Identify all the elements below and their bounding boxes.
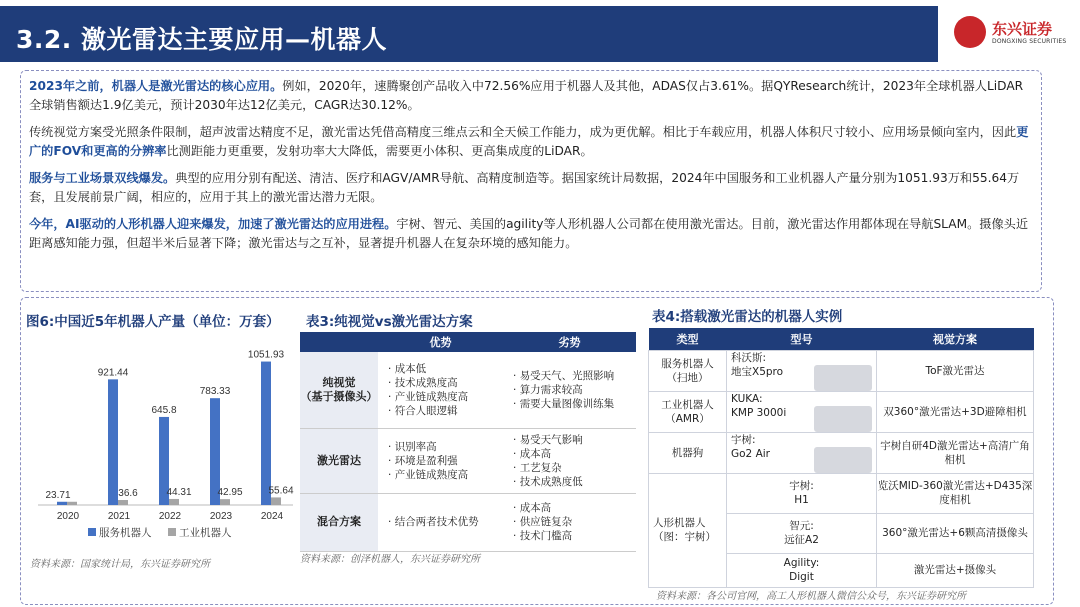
data-label-industrial-2024: 55.64: [268, 485, 294, 497]
bar-industrial-2024: [271, 497, 281, 505]
logo-text-en: DONGXING SECURITIES: [992, 38, 1067, 45]
bar-service-2020: [57, 502, 67, 505]
table3-con-item: · 需要大量图像训练集: [513, 397, 615, 410]
table4-model: 宇树: H1: [727, 473, 877, 513]
table3-con-text: 工艺复杂: [519, 461, 562, 474]
bar-service-2024: [261, 362, 271, 505]
table3-pro-text: 符合人眼逻辑: [394, 404, 458, 417]
data-label-service-2023: 783.33: [199, 386, 231, 398]
robot-photo: [814, 447, 872, 473]
legend-swatch-industrial: [168, 528, 176, 536]
table3-row-name: 纯视觉 （基于摄像头）: [300, 352, 378, 428]
table3-con-text: 成本高: [519, 447, 552, 460]
table3-con-text: 需要大量图像训练集: [519, 397, 615, 410]
data-label-service-2021: 921.44: [97, 367, 129, 379]
table4-row: [649, 350, 1034, 391]
table4-type-humanoid: 人形机器人 （图：宇树）: [649, 473, 727, 587]
x-tick-2020: 2020: [56, 511, 80, 522]
table4-row: [649, 473, 1034, 513]
table4-title: 表4:搭载激光雷达的机器人实例: [652, 309, 843, 325]
title-bar: [0, 6, 938, 62]
table4-row: [649, 432, 1034, 473]
fig6-chart: [26, 333, 294, 553]
paragraph-1-lead: 2023年之前，机器人是激光雷达的核心应用。: [29, 79, 283, 93]
table3-pro-text: 成本低: [394, 362, 427, 375]
table4-scheme: 览沃MID-360激光雷达+D435深度相机: [877, 473, 1034, 513]
robot-photo: [814, 406, 872, 432]
table4-scheme: 双360°激光雷达+3D避障相机: [877, 391, 1034, 432]
table3-con-item: · 技术成熟度低: [513, 475, 583, 488]
table3-pro-text: 产业链成熟度高: [394, 468, 469, 481]
table3-con-text: 易受天气、光照影响: [519, 369, 615, 382]
paragraph-1: [29, 77, 1033, 115]
table3-cons: [503, 493, 636, 551]
table4-row: [649, 391, 1034, 432]
fig6-title: 图6:中国近5年机器人产量（单位：万套）: [26, 314, 280, 330]
table3-pro-item: · 产业链成熟度高: [388, 390, 469, 403]
table3-row-name: 混合方案: [300, 493, 378, 551]
table3-header-cell: 优势: [378, 332, 503, 352]
table3-con-text: 技术门槛高: [519, 530, 573, 542]
x-tick-2021: 2021: [107, 511, 131, 522]
x-tick-2023: 2023: [209, 511, 233, 522]
table3: [300, 332, 636, 552]
table3-con-text: 技术成熟度低: [519, 475, 583, 488]
data-label-service-2024: 1051.93: [247, 349, 285, 361]
table3-pros: [378, 352, 503, 428]
table3-header-row: [300, 332, 636, 352]
table4-scheme: 激光雷达+摄像头: [877, 553, 1034, 587]
table4-model: [727, 432, 877, 473]
table3-con-text: 算力需求较高: [519, 383, 583, 396]
table3-con-text: 易受天气影响: [519, 433, 583, 446]
data-label-industrial-2022: 44.31: [166, 486, 192, 498]
table3-header-cell: [300, 332, 378, 352]
paragraph-2: [29, 123, 1033, 161]
table3-con-item: · 成本高: [513, 447, 552, 460]
table4-scheme: 360°激光雷达+6颗高清摄像头: [877, 513, 1034, 553]
table4-model: [727, 391, 877, 432]
data-label-industrial-2023: 42.95: [217, 487, 243, 499]
legend-label-industrial: 工业机器人: [179, 527, 232, 539]
table4-model: Agility: Digit: [727, 553, 877, 587]
table3-pro-item: · 成本低: [388, 362, 427, 375]
data-label-service-2022: 645.8: [151, 404, 177, 416]
table3-title: 表3:纯视觉vs激光雷达方案: [306, 314, 473, 330]
table3-con-item: · 算力需求较高: [513, 383, 583, 396]
table3-pro-item: · 环境是盈利强: [388, 454, 458, 467]
bar-industrial-2023: [220, 499, 230, 505]
table3-pro-item: · 符合人眼逻辑: [388, 404, 458, 417]
table3-source: 资料来源：创泽机器人，东兴证券研究所: [300, 554, 480, 565]
table3-con-item: · 技术门槛高: [513, 530, 573, 542]
table3-row: [300, 428, 636, 493]
fig6-source: 资料来源：国家统计局，东兴证券研究所: [30, 559, 210, 570]
table4-header-cell: 型号: [727, 328, 877, 350]
data-label-industrial-2021: 36.6: [118, 488, 138, 500]
x-tick-2022: 2022: [158, 511, 182, 522]
table3-pros: [378, 428, 503, 493]
robot-photo: [814, 365, 872, 391]
table4-header-cell: 视觉方案: [877, 328, 1034, 350]
table3-con-text: 成本高: [519, 502, 552, 514]
logo-icon: [954, 16, 986, 48]
legend-label-service: 服务机器人: [99, 527, 152, 539]
table3-con-item: · 成本高: [513, 502, 552, 514]
paragraph-1-body: 例如，2020年，速腾聚创产品收入中72.56%应用于机器人及其他，ADAS仅占3.61%。据QYResearch统计，2023年全球机器人LiDAR全球销售额达1.9亿美元，预计2030年达12亿美元，CAGR达30.12%。: [29, 79, 1024, 112]
table4: [648, 328, 1034, 588]
table4-model-text: 宇树: Go2 Air: [731, 433, 770, 460]
table3-con-item: · 易受天气影响: [513, 433, 583, 446]
table3-pro-text: 产业链成熟度高: [394, 390, 469, 403]
table4-scheme: ToF激光雷达: [877, 350, 1034, 391]
table4-source: 资料来源：各公司官网，高工人形机器人微信公众号，东兴证券研究所: [656, 591, 966, 602]
table4-model: [727, 350, 877, 391]
paragraph-2-pre: 传统视觉方案受光照条件限制，超声波雷达精度不足，激光雷达凭借高精度三维点云和全天候工作能力，成为更优解。相比于车载应用，机器人体积尺寸较小、应用场景倾向室内，因此: [29, 125, 1017, 139]
table3-header-cell: 劣势: [503, 332, 636, 352]
paragraph-3-body: 典型的应用分别有配送、清洁、医疗和AGV/AMR导航、高精度制造等。据国家统计局数据，2024年中国服务和工业机器人产量分别为1051.93万和55.64万套，且发展前景广阔，相应的，应用于其上的激光雷达潜力无限。: [29, 171, 1020, 204]
paragraph-3-lead: 服务与工业场景双线爆发。: [29, 171, 176, 185]
paragraph-3: [29, 169, 1033, 207]
table3-pro-text: 技术成熟度高: [394, 376, 458, 389]
x-tick-2024: 2024: [260, 511, 284, 522]
paragraph-2-highlight: 更广的FOV和更高的分辨率: [29, 125, 1029, 158]
paragraph-2-post: 比测距能力更重要，发射功率大大降低，需要更小体积、更高集成度的LiDAR。: [166, 144, 593, 158]
table3-con-text: 供应链复杂: [519, 516, 573, 528]
table4-header-row: [649, 328, 1034, 350]
table3-row: [300, 493, 636, 551]
table4-scheme: 宇树自研4D激光雷达+高清广角相机: [877, 432, 1034, 473]
table4-model-text: 科沃斯: 地宝X5pro: [731, 351, 784, 378]
table3-con-item: · 供应链复杂: [513, 516, 573, 528]
table3-pro-text: 结合两者技术优势: [394, 516, 479, 528]
legend-swatch-service: [88, 528, 96, 536]
paragraph-4-body: 宇树、智元、美国的agility等人形机器人公司都在使用激光雷达。目前，激光雷达作用都体现在导航SLAM。摄像头近距离感知能力强，但超半米后显著下降；激光雷达与之互补，显著提升机器人在复杂环境的感知能力。: [29, 217, 1029, 250]
paragraph-4: [29, 215, 1033, 253]
table3-row-name: 激光雷达: [300, 428, 378, 493]
table4-type: 服务机器人 （扫地）: [649, 350, 727, 391]
company-logo: [950, 10, 1070, 54]
table4-model-text: KUKA: KMP 3000i: [731, 392, 787, 419]
bar-industrial-2021: [118, 500, 128, 505]
data-label-service-2020: 23.71: [45, 489, 71, 501]
logo-text-cn: 东兴证券: [992, 20, 1053, 38]
table3-pro-text: 识别率高: [394, 440, 437, 453]
table4-header-cell: 类型: [649, 328, 727, 350]
table3-pro-item: · 产业链成熟度高: [388, 468, 469, 481]
bar-service-2021: [108, 379, 118, 505]
bar-industrial-2022: [169, 499, 179, 505]
page-title: 3.2. 激光雷达主要应用—机器人: [16, 25, 387, 54]
table4-model: 智元: 远征A2: [727, 513, 877, 553]
table3-cons: [503, 428, 636, 493]
paragraph-4-lead: 今年，AI驱动的人形机器人迎来爆发，加速了激光雷达的应用进程。: [29, 217, 397, 231]
table4-type: 机器狗: [649, 432, 727, 473]
table3-pro-item: · 识别率高: [388, 440, 437, 453]
table3-pro-item: · 技术成熟度高: [388, 376, 458, 389]
bar-industrial-2020: [67, 502, 77, 505]
table4-type: 工业机器人 （AMR）: [649, 391, 727, 432]
table3-pro-text: 环境是盈利强: [394, 454, 458, 467]
header: [0, 0, 1080, 66]
table3-con-item: · 易受天气、光照影响: [513, 369, 615, 382]
table3-pro-item: · 结合两者技术优势: [388, 516, 479, 528]
table3-cons: [503, 352, 636, 428]
table3-row: [300, 352, 636, 428]
table3-pros: [378, 493, 503, 551]
table3-con-item: · 工艺复杂: [513, 461, 562, 474]
summary-textbox: [20, 70, 1042, 292]
